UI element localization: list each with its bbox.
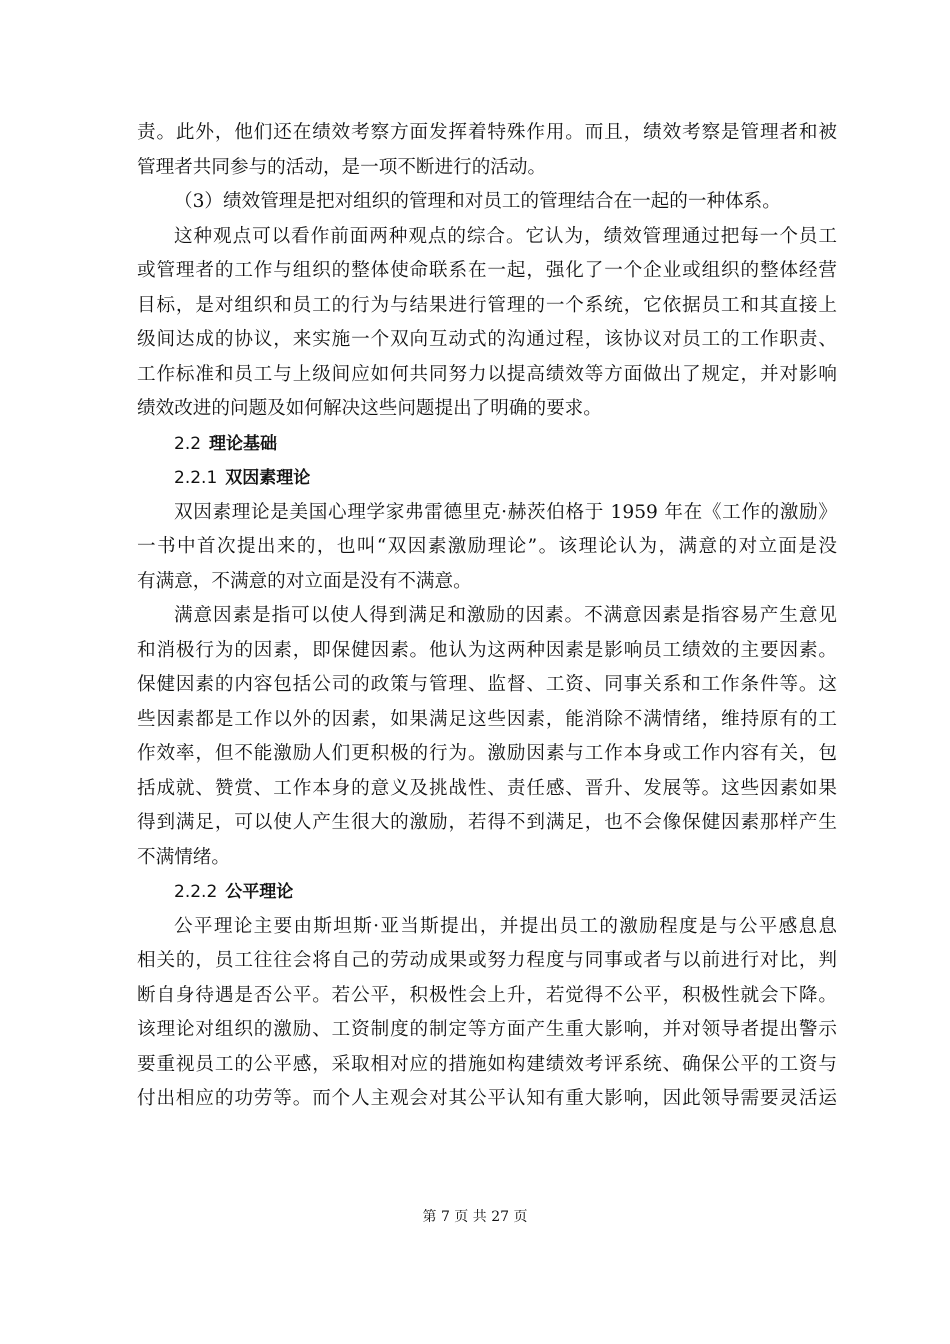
paragraph-line: 双因素理论是美国心理学家弗雷德里克·赫茨伯格于 1959 年在《工作的激励》	[174, 501, 837, 523]
paragraph-line: 公平理论主要由斯坦斯·亚当斯提出，并提出员工的激励程度是与公平感息息	[174, 915, 837, 937]
paragraph-line: 付出相应的功劳等。而个人主观会对其公平认知有重大影响，因此领导需要灵活运	[137, 1088, 837, 1109]
paragraph-line: 目标，是对组织和员工的行为与结果进行管理的一个系统，它依据员工和其直接上	[137, 294, 837, 316]
paragraph-line: 和消极行为的因素，即保健因素。他认为这两种因素是影响员工绩效的主要因素。	[137, 639, 837, 661]
section-title: 双因素理论	[225, 468, 311, 488]
paragraph-line: 该理论对组织的激励、工资制度的制定等方面产生重大影响，并对领导者提出警示	[137, 1019, 837, 1040]
paragraph-line: 保健因素的内容包括公司的政策与管理、监督、工资、同事关系和工作条件等。这	[137, 674, 837, 695]
paragraph-line: 这种观点可以看作前面两种观点的综合。它认为，绩效管理通过把每一个员工	[174, 225, 837, 247]
paragraph-line: 级间达成的协议，来实施一个双向互动式的沟通过程，该协议对员工的工作职责、	[137, 329, 837, 350]
paragraph-line: 责。此外，他们还在绩效考察方面发挥着特殊作用。而且，绩效考察是管理者和被	[137, 122, 837, 143]
paragraph-line: 管理者共同参与的活动，是一项不断进行的活动。	[137, 156, 547, 178]
paragraph-line: 有满意，不满意的对立面是没有不满意。	[137, 570, 472, 592]
paragraph-line: 满意因素是指可以使人得到满足和激励的因素。不满意因素是指容易产生意见	[174, 605, 837, 626]
paragraph-line: 得到满足，可以使人产生很大的激励，若得不到满足，也不会像保健因素那样产生	[137, 812, 837, 833]
paragraph-line: 断自身待遇是否公平。若公平，积极性会上升，若觉得不公平，积极性就会下降。	[137, 984, 837, 1006]
paragraph-line: 不满情绪。	[137, 846, 230, 868]
paragraph-line: 一书中首次提出来的，也叫“双因素激励理论”。该理论认为，满意的对立面是没	[137, 536, 837, 557]
paragraph-line: 括成就、赞赏、工作本身的意义及挑战性、责任感、晋升、发展等。这些因素如果	[137, 777, 837, 799]
section-number: 2.2.2	[174, 882, 218, 902]
document-page	[137, 116, 837, 1117]
section-heading-2-2	[137, 427, 837, 462]
section-heading-2-2-2	[137, 875, 837, 910]
paragraph-line: 工作标准和员工与上级间应如何共同努力以提高绩效等方面做出了规定，并对影响	[137, 363, 837, 385]
section-number: 2.2	[174, 433, 202, 454]
section-title: 公平理论	[225, 882, 294, 902]
paragraph-line: 相关的，员工往往会将自己的劳动成果或努力程度与同事或者与以前进行对比，判	[137, 950, 837, 971]
section-heading-2-2-1	[137, 461, 837, 496]
paragraph-line: （3）绩效管理是把对组织的管理和对员工的管理结合在一起的一种体系。	[174, 191, 781, 212]
section-number: 2.2.1	[174, 468, 218, 488]
paragraph-line: 作效率，但不能激励人们更积极的行为。激励因素与工作本身或工作内容有关，包	[137, 743, 837, 764]
paragraph-line: 要重视员工的公平感，采取相对应的措施如构建绩效考评系统、确保公平的工资与	[137, 1053, 837, 1075]
page-footer: 第 7 页 共 27 页	[422, 1209, 528, 1225]
paragraph-line: 些因素都是工作以外的因素，如果满足这些因素，能消除不满情绪，维持原有的工	[137, 708, 837, 730]
section-title: 理论基础	[209, 433, 278, 454]
paragraph-line: 或管理者的工作与组织的整体使命联系在一起，强化了一个企业或组织的整体经营	[137, 260, 837, 281]
paragraph-line: 绩效改进的问题及如何解决这些问题提出了明确的要求。	[137, 398, 602, 419]
